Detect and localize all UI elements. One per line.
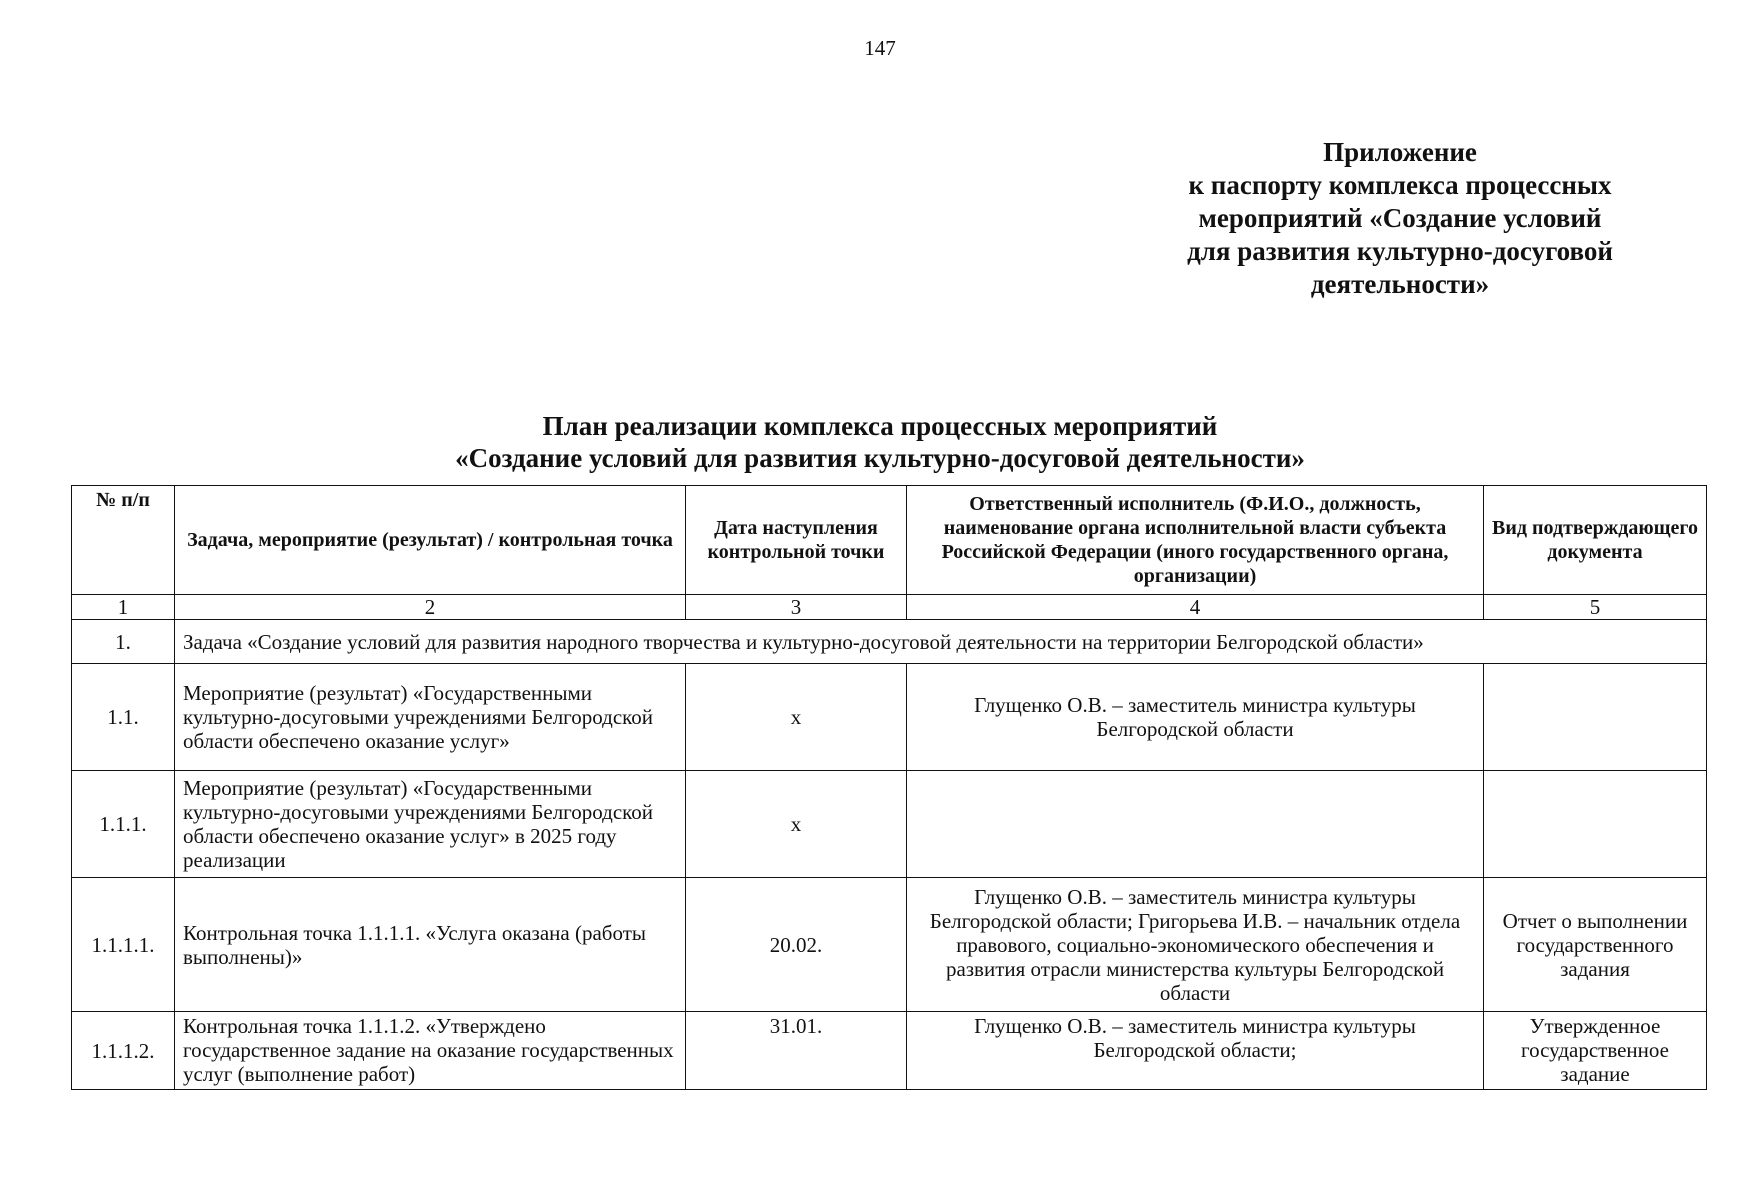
row-responsible — [907, 771, 1484, 878]
table-row — [72, 771, 1707, 878]
table-header-row — [72, 486, 1707, 595]
row-name: Контрольная точка 1.1.1.2. «Утверждено государственное задание на оказание государственных услуг (выполнение работ) — [175, 1012, 686, 1090]
row-responsible: Глущенко О.В. – заместитель министра культуры Белгородской области; Григорьева И.В. – начальник отдела правового, социально-экономического обеспечения и развития отрасли министерства культуры Белгородской области — [907, 878, 1484, 1012]
table-row — [72, 878, 1707, 1012]
row-document — [1484, 771, 1707, 878]
row-date: 20.02. — [686, 878, 907, 1012]
row-name: Мероприятие (результат) «Государственными культурно-досуговыми учреждениями Белгородской области обеспечено оказание услуг» — [175, 664, 686, 771]
row-number: 1.1.1.2. — [72, 1012, 175, 1090]
row-name: Контрольная точка 1.1.1.1. «Услуга оказана (работы выполнены)» — [175, 878, 686, 1012]
header-document: Вид подтверждающего документа — [1484, 486, 1707, 595]
row-number: 1.1.1.1. — [72, 878, 175, 1012]
column-number: 4 — [907, 595, 1484, 620]
column-number: 3 — [686, 595, 907, 620]
header-task: Задача, мероприятие (результат) / контрольная точка — [175, 486, 686, 595]
appendix-line: к паспорту комплекса процессных — [1188, 170, 1612, 200]
table-row — [72, 1012, 1707, 1090]
task-text: Задача «Создание условий для развития народного творчества и культурно-досуговой деятельности на территории Белгородской области» — [175, 620, 1707, 664]
column-numbers-row — [72, 595, 1707, 620]
appendix-line: Приложение — [1323, 137, 1477, 167]
row-date: 31.01. — [686, 1012, 907, 1090]
row-document: Отчет о выполнении государственного задания — [1484, 878, 1707, 1012]
column-number: 5 — [1484, 595, 1707, 620]
row-responsible: Глущенко О.В. – заместитель министра культуры Белгородской области; — [907, 1012, 1484, 1090]
row-document — [1484, 664, 1707, 771]
table-row — [72, 664, 1707, 771]
task-row — [72, 620, 1707, 664]
header-responsible: Ответственный исполнитель (Ф.И.О., должность, наименование органа исполнительной власти субъекта Российской Федерации (иного государственного органа, организации) — [907, 486, 1484, 595]
row-responsible: Глущенко О.В. – заместитель министра культуры Белгородской области — [907, 664, 1484, 771]
header-date: Дата наступления контрольной точки — [686, 486, 907, 595]
plan-title-line-1: План реализации комплекса процессных мероприятий — [542, 411, 1218, 441]
appendix-heading — [1140, 136, 1660, 301]
plan-title-line-2: «Создание условий для развития культурно-досуговой деятельности» — [455, 443, 1305, 473]
plan-table — [71, 485, 1707, 1090]
row-date: х — [686, 771, 907, 878]
appendix-line: мероприятий «Создание условий — [1198, 203, 1602, 233]
row-document: Утвержденное государственное задание — [1484, 1012, 1707, 1090]
appendix-line: для развития культурно-досуговой — [1187, 236, 1613, 266]
appendix-line: деятельности» — [1310, 269, 1490, 299]
task-number: 1. — [72, 620, 175, 664]
row-name: Мероприятие (результат) «Государственными культурно-досуговыми учреждениями Белгородской области обеспечено оказание услуг» в 2025 году реализации — [175, 771, 686, 878]
column-number: 2 — [175, 595, 686, 620]
row-number: 1.1.1. — [72, 771, 175, 878]
header-number: № п/п — [72, 486, 175, 595]
column-number: 1 — [72, 595, 175, 620]
page-number: 147 — [864, 36, 896, 60]
plan-title — [0, 410, 1760, 474]
row-date: х — [686, 664, 907, 771]
row-number: 1.1. — [72, 664, 175, 771]
